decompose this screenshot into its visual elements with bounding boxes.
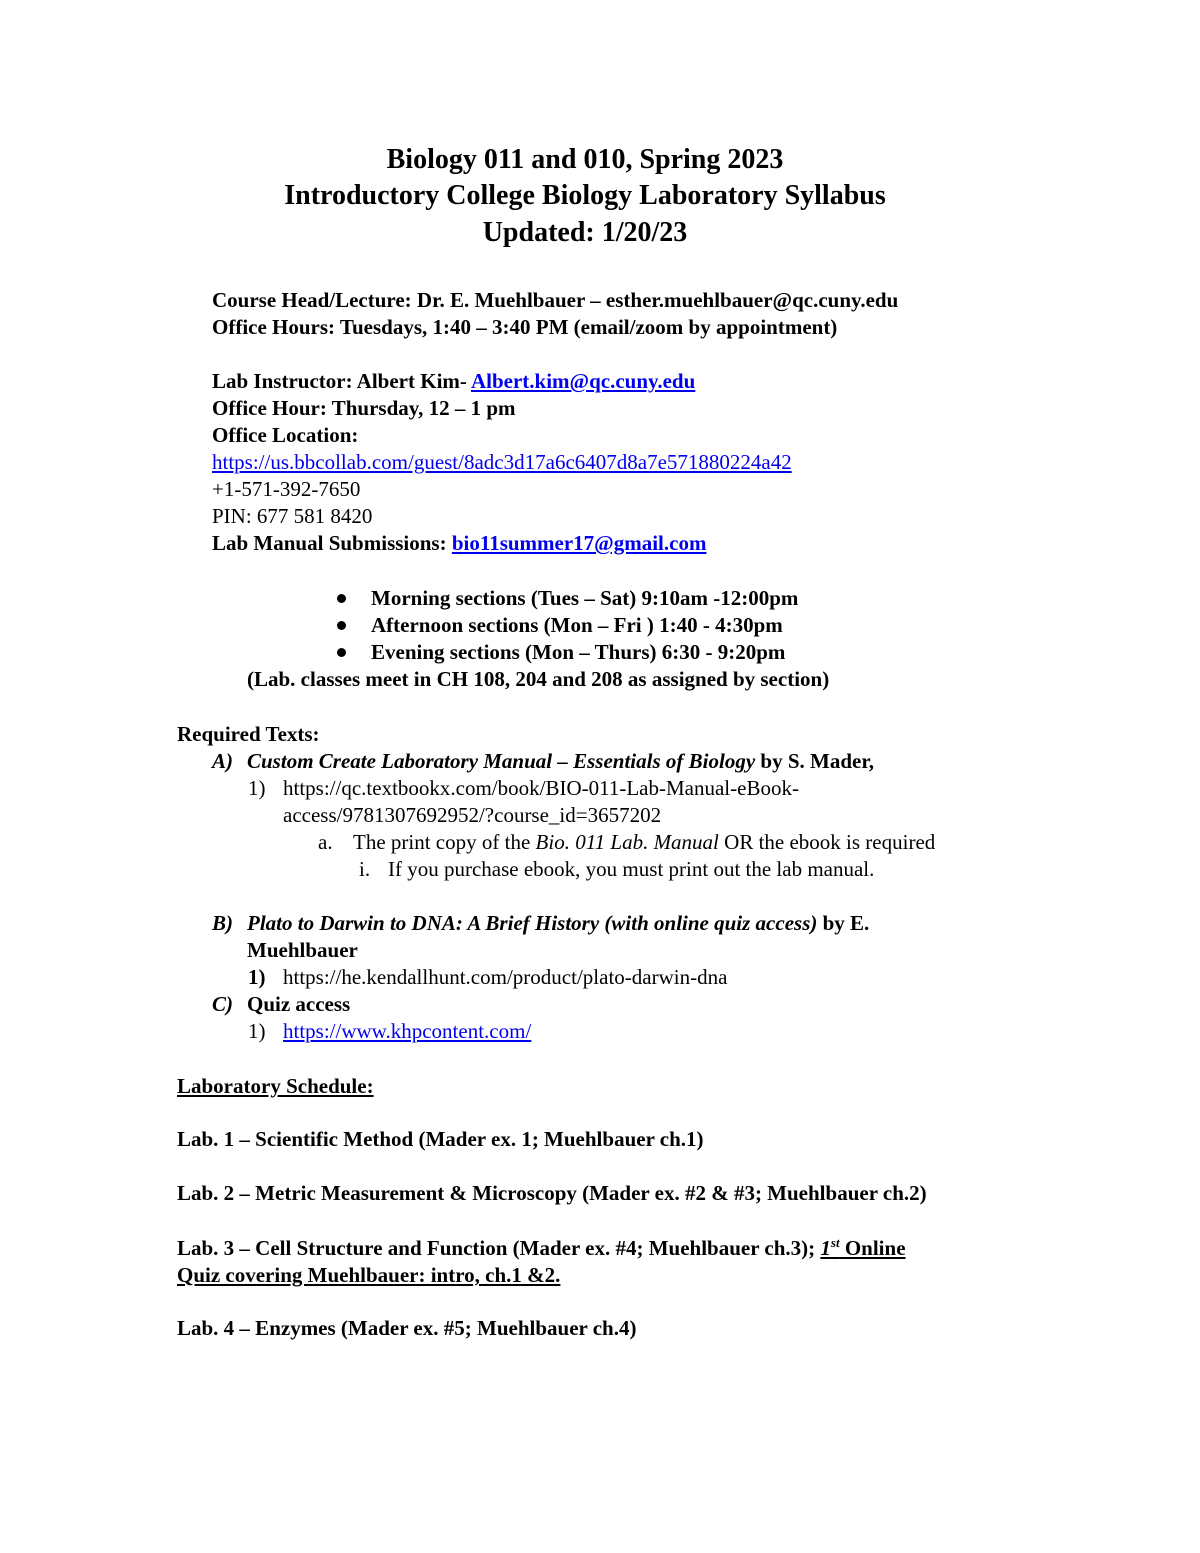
office-pin: PIN: 677 581 8420	[212, 504, 373, 528]
text-a-1-url-line1: https://qc.textbookx.com/book/BIO-011-Lab-Manual-eBook-	[283, 776, 799, 800]
text-a-marker: A)	[212, 749, 233, 773]
office-phone: +1-571-392-7650	[212, 477, 361, 501]
lab-instructor-office-hour: Office Hour: Thursday, 12 – 1 pm	[212, 396, 516, 420]
schedule-lab-3-online: Online	[839, 1236, 906, 1260]
lab-manual-submissions-line	[212, 530, 706, 557]
lab-instructor-label: Lab Instructor: Albert Kim-	[212, 369, 471, 393]
office-location-line	[212, 449, 792, 476]
course-head-office-hours: Office Hours: Tuesdays, 1:40 – 3:40 PM (email/zoom by appointment)	[212, 315, 838, 339]
text-a-author: by S. Mader,	[755, 749, 874, 773]
text-b-author-line2: Muehlbauer	[247, 938, 358, 962]
text-a-a-post: OR the ebook is required	[718, 830, 936, 854]
schedule-lab-3-ordinal-suffix: st	[830, 1235, 840, 1250]
section-morning: Morning sections (Tues – Sat) 9:10am -12:00pm	[371, 586, 799, 610]
text-a-a-marker: a.	[318, 830, 333, 854]
text-a-a-manual: Bio. 011 Lab. Manual	[535, 830, 719, 854]
text-c-title: Quiz access	[247, 992, 351, 1016]
submissions-email-link[interactable]: bio11summer17@gmail.com	[451, 531, 707, 555]
quiz-access-link[interactable]: https://www.khpcontent.com/	[283, 1019, 532, 1043]
text-a-a-line	[353, 829, 935, 856]
text-a-1-marker: 1)	[248, 776, 266, 800]
sections-note: (Lab. classes meet in CH 108, 204 and 208 as assigned by section)	[247, 667, 830, 691]
title-line-2: Introductory College Biology Laboratory Syllabus	[284, 180, 886, 211]
schedule-lab-3-ordinal: 1	[820, 1236, 831, 1260]
schedule-lab-3	[177, 1235, 906, 1262]
schedule-lab-1: Lab. 1 – Scientific Method (Mader ex. 1; Muehlbauer ch.1)	[177, 1127, 704, 1151]
section-evening: Evening sections (Mon – Thurs) 6:30 - 9:20pm	[371, 640, 786, 664]
required-texts-heading: Required Texts:	[177, 722, 320, 746]
text-a-i-marker: i.	[359, 857, 371, 881]
office-location-link[interactable]: https://us.bbcollab.com/guest/8adc3d17a6c6407d8a7e571880224a42	[212, 450, 792, 474]
text-a-title: Custom Create Laboratory Manual – Essentials of Biology	[247, 749, 756, 773]
bullet-icon	[337, 594, 346, 603]
lab-instructor-line	[212, 368, 695, 395]
title-line-1: Biology 011 and 010, Spring 2023	[386, 144, 784, 175]
text-b-marker: B)	[212, 911, 233, 935]
text-a-a-pre: The print copy of the	[353, 830, 536, 854]
text-c-1-link-line	[283, 1018, 531, 1045]
bullet-icon	[337, 648, 346, 657]
schedule-lab-2: Lab. 2 – Metric Measurement & Microscopy (Mader ex. #2 & #3; Muehlbauer ch.2)	[177, 1181, 927, 1205]
title-line-3: Updated: 1/20/23	[482, 217, 688, 248]
office-location-label: Office Location:	[212, 423, 359, 447]
bullet-icon	[337, 621, 346, 630]
schedule-lab-3-quiz: Quiz covering Muehlbauer: intro, ch.1 &2.	[177, 1263, 561, 1287]
text-c-1-marker: 1)	[248, 1019, 266, 1043]
schedule-lab-3-text: Lab. 3 – Cell Structure and Function (Mader ex. #4; Muehlbauer ch.3);	[177, 1236, 821, 1260]
text-b-author: by E.	[817, 911, 870, 935]
lab-instructor-email-link[interactable]: Albert.kim@qc.cuny.edu	[470, 369, 696, 393]
section-afternoon: Afternoon sections (Mon – Fri ) 1:40 - 4:30pm	[371, 613, 783, 637]
text-a-i-text: If you purchase ebook, you must print out the lab manual.	[388, 857, 875, 881]
text-b-1-url: https://he.kendallhunt.com/product/plato-darwin-dna	[283, 965, 728, 989]
submissions-label: Lab Manual Submissions:	[212, 531, 452, 555]
text-b-title: Plato to Darwin to DNA: A Brief History (with online quiz access)	[247, 911, 818, 935]
text-a-1-url-line2: access/9781307692952/?course_id=3657202	[283, 803, 662, 827]
course-head: Course Head/Lecture: Dr. E. Muehlbauer – esther.muehlbauer@qc.cuny.edu	[212, 288, 899, 312]
text-c-marker: C)	[212, 992, 233, 1016]
text-b-1-marker: 1)	[248, 965, 266, 989]
text-a-line	[247, 748, 874, 775]
schedule-heading: Laboratory Schedule:	[177, 1074, 374, 1098]
schedule-lab-4: Lab. 4 – Enzymes (Mader ex. #5; Muehlbauer ch.4)	[177, 1316, 637, 1340]
text-b-line	[247, 910, 869, 937]
